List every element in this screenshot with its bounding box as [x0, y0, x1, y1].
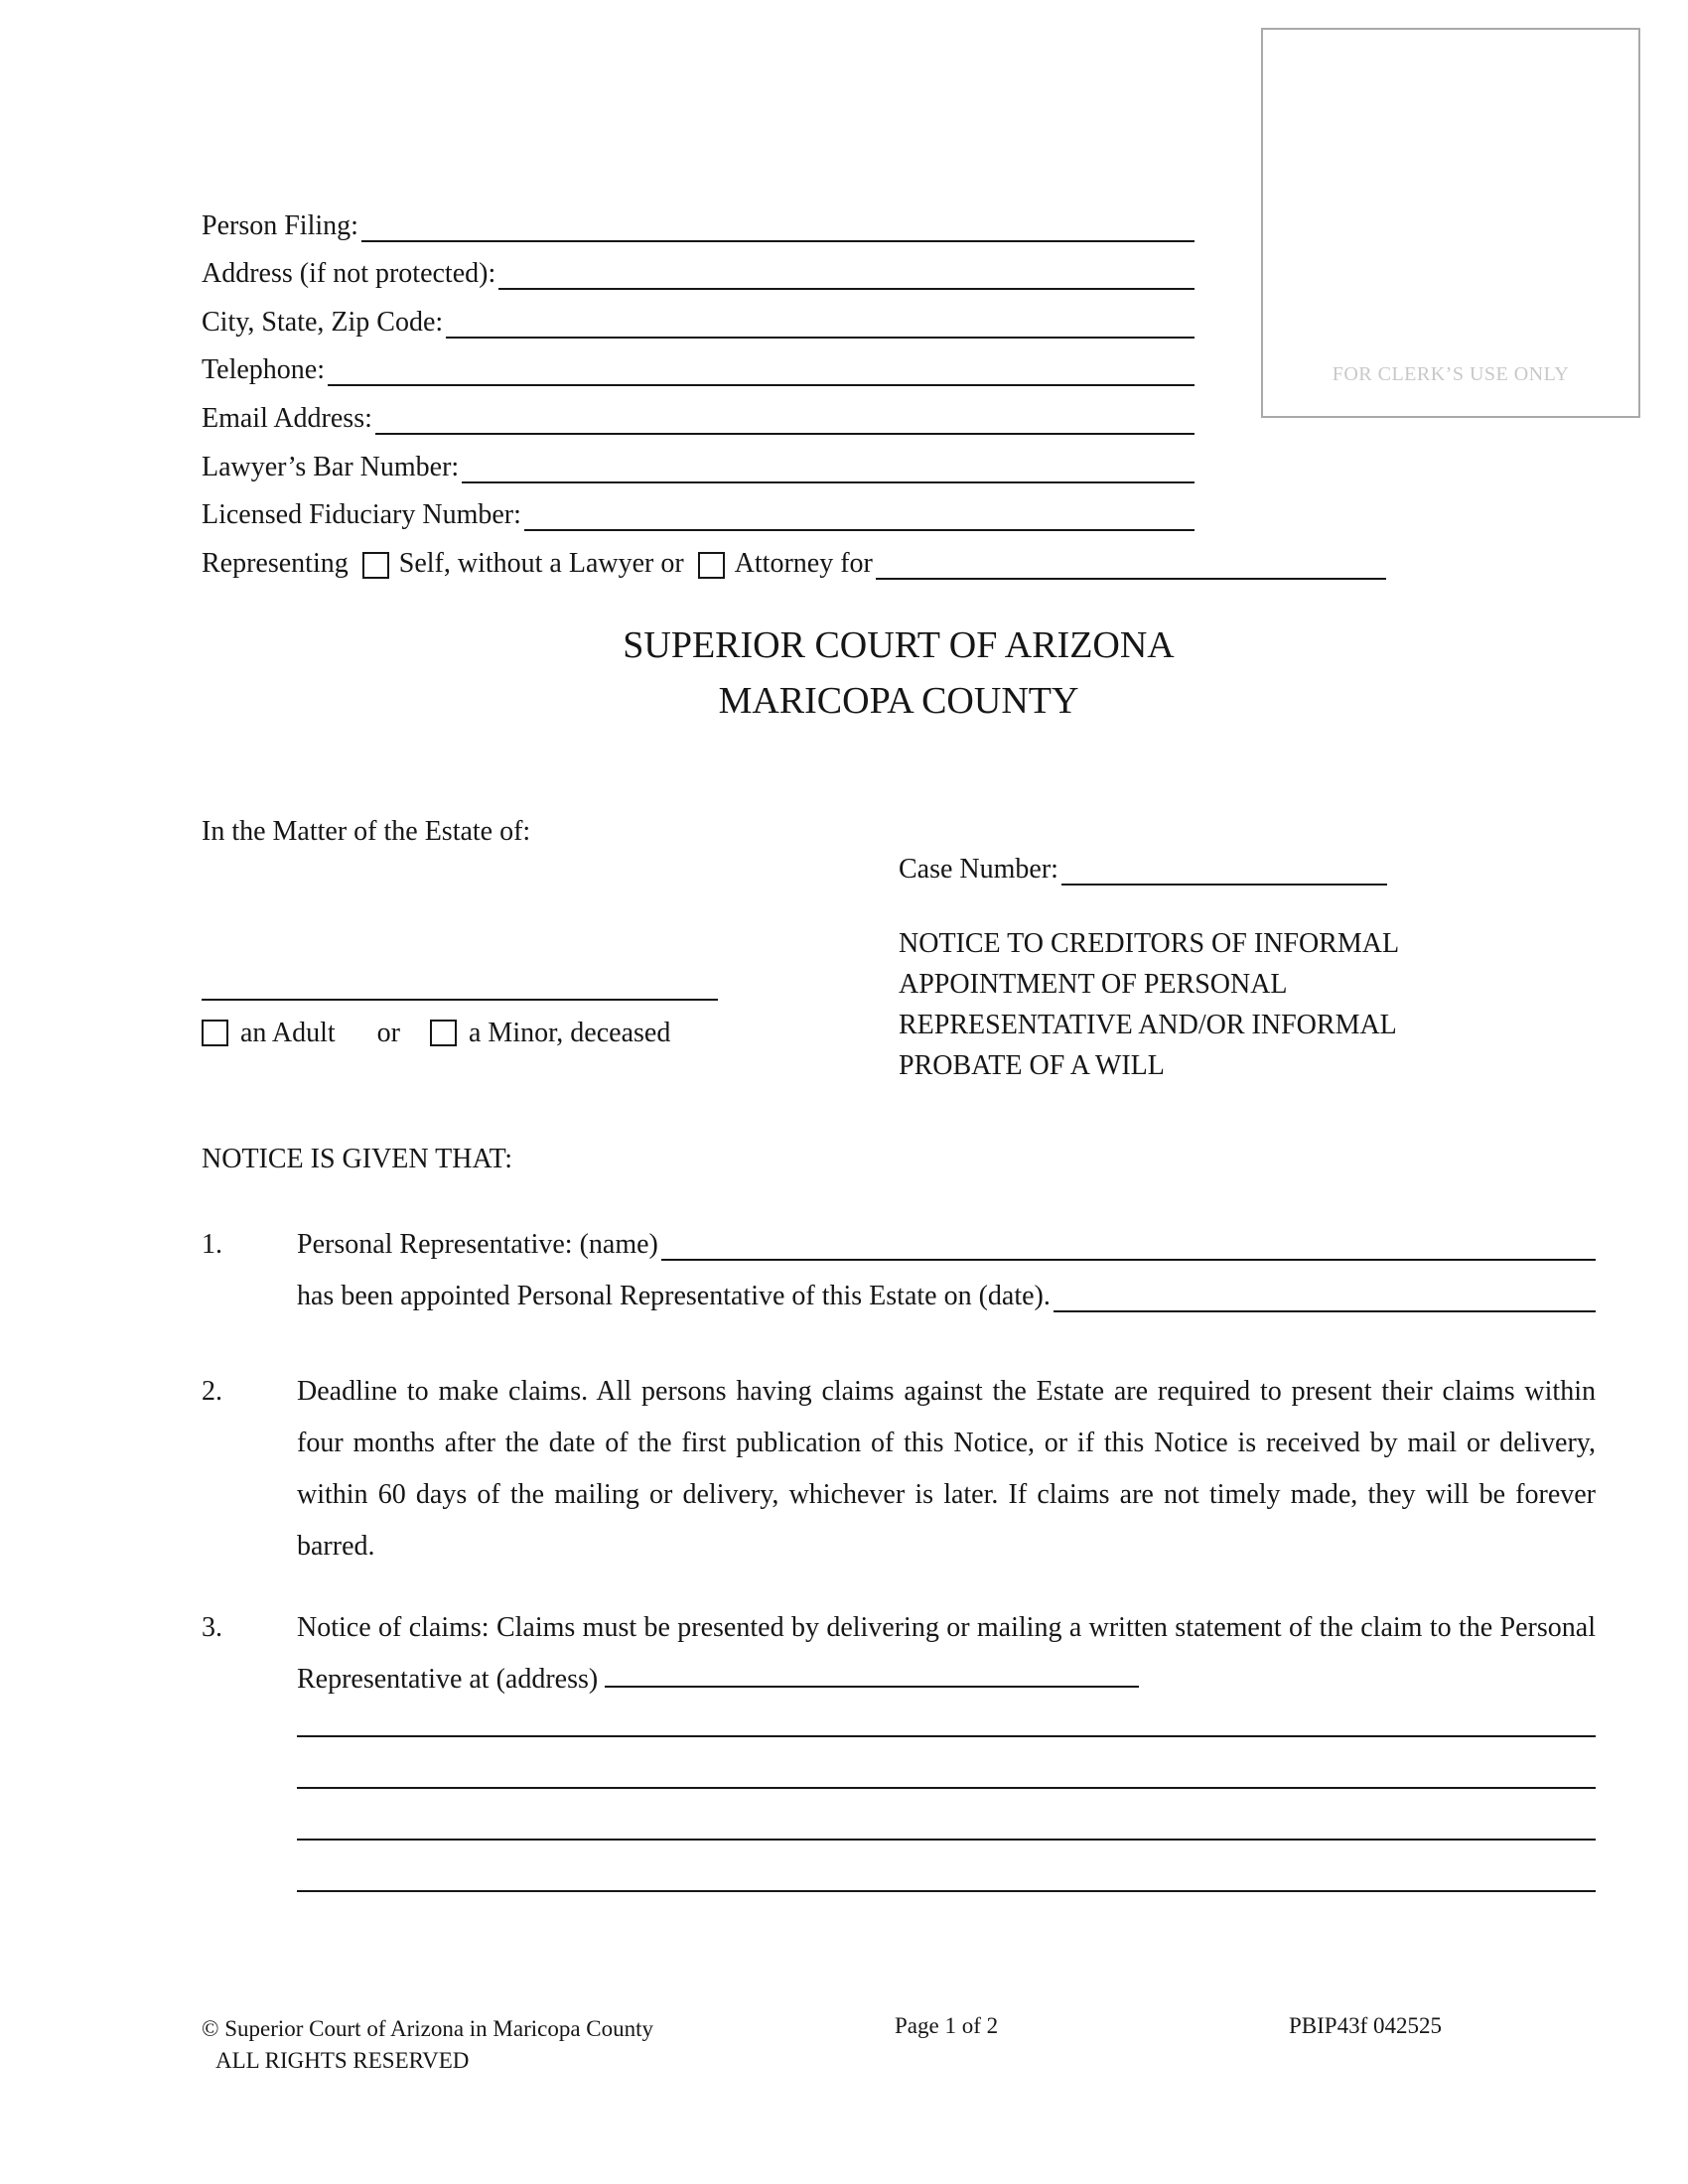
item-2-number: 2. [202, 1376, 222, 1407]
email-input-line[interactable] [375, 431, 1195, 435]
fiduciary-number-input-line[interactable] [524, 527, 1195, 531]
footer-copyright-line-2: ALL RIGHTS RESERVED [215, 2048, 470, 2073]
bar-number-label: Lawyer’s Bar Number: [202, 451, 460, 482]
notice-given-heading: NOTICE IS GIVEN THAT: [202, 1144, 513, 1174]
clerk-use-label: FOR CLERK’S USE ONLY [1332, 363, 1570, 385]
self-option-label: Self, without a Lawyer or [398, 547, 684, 579]
minor-label: a Minor, deceased [469, 1018, 671, 1048]
address-label: Address (if not protected): [202, 258, 496, 290]
document-title [899, 923, 1594, 1086]
item-1-line-1 [202, 1209, 1596, 1261]
appointment-date-label: has been appointed Personal Representative of this Estate on (date). [297, 1281, 1051, 1311]
field-row-person-filing [202, 194, 1195, 242]
footer-page-number: Page 1 of 2 [895, 2013, 999, 2038]
court-county: MARICOPA COUNTY [718, 680, 1079, 722]
person-filing-label: Person Filing: [202, 209, 358, 241]
field-row-address [202, 242, 1195, 291]
footer-copyright [202, 2013, 653, 2077]
item-3-number: 3. [202, 1612, 222, 1643]
or-label: or [376, 1018, 400, 1048]
address-blank-line-3[interactable] [297, 1789, 1596, 1841]
filer-info-block [202, 194, 1195, 580]
claims-notice-text: Notice of claims: Claims must be presented by delivering or mailing a written statement of the claim to the Personal Representative at (address) [297, 1612, 1596, 1695]
deceased-options-row [202, 1015, 670, 1052]
adult-checkbox[interactable] [202, 1020, 228, 1046]
email-label: Email Address: [202, 402, 372, 434]
telephone-label: Telephone: [202, 354, 325, 386]
footer-copyright-line-1: © Superior Court of Arizona in Maricopa County [202, 2016, 654, 2041]
footer-form-code: PBIP43f 042525 [1289, 2013, 1442, 2038]
item-1 [202, 1209, 1596, 1312]
estate-matter-label: In the Matter of the Estate of: [202, 816, 531, 847]
case-number-row [899, 850, 1387, 886]
representing-row [202, 531, 1386, 580]
field-row-telephone [202, 339, 1195, 387]
field-row-email [202, 386, 1195, 435]
attorney-option-label: Attorney for [734, 547, 873, 579]
telephone-input-line[interactable] [328, 382, 1195, 386]
item-2 [202, 1366, 1596, 1572]
address-blank-line-1[interactable] [297, 1686, 1596, 1737]
case-number-label: Case Number: [899, 854, 1058, 885]
address-blank-line-4[interactable] [297, 1841, 1596, 1892]
city-state-zip-input-line[interactable] [446, 335, 1195, 339]
document-title-line: NOTICE TO CREDITORS OF INFORMAL [899, 928, 1400, 959]
document-title-line: REPRESENTATIVE AND/OR INFORMAL [899, 1010, 1397, 1040]
pr-name-label: Personal Representative: (name) [297, 1229, 658, 1260]
field-row-city-state-zip [202, 290, 1195, 339]
court-title [202, 617, 1596, 729]
self-checkbox[interactable] [362, 552, 389, 579]
item-1-number: 1. [202, 1229, 222, 1260]
bar-number-input-line[interactable] [462, 479, 1195, 483]
minor-checkbox[interactable] [430, 1020, 457, 1046]
item-1-line-2 [202, 1261, 1596, 1312]
field-row-bar-number [202, 435, 1195, 483]
document-title-line: PROBATE OF A WILL [899, 1050, 1165, 1081]
pr-name-input-line[interactable] [661, 1257, 1596, 1261]
pr-address-input-line[interactable] [605, 1666, 1139, 1688]
attorney-checkbox[interactable] [698, 552, 725, 579]
estate-name-input-line[interactable] [202, 979, 718, 1001]
address-blank-lines [297, 1686, 1596, 1892]
person-filing-input-line[interactable] [361, 238, 1195, 242]
clerk-use-box [1261, 28, 1640, 418]
representing-label: Representing [202, 547, 349, 579]
deadline-paragraph: Deadline to make claims. All persons having claims against the Estate are required to present their claims within four months after the date of the first publication of this Notice, or if this Notice is received by mail or delivery, within 60 days of the mailing or delivery, whichever is later. If claims are not timely made, they will be forever barred. [297, 1376, 1596, 1562]
fiduciary-number-label: Licensed Fiduciary Number: [202, 499, 521, 531]
attorney-for-input-line[interactable] [876, 576, 1386, 580]
document-title-line: APPOINTMENT OF PERSONAL [899, 969, 1288, 1000]
appointment-date-input-line[interactable] [1054, 1308, 1596, 1312]
case-number-input-line[interactable] [1061, 882, 1387, 886]
court-name: SUPERIOR COURT OF ARIZONA [623, 624, 1175, 666]
address-blank-line-2[interactable] [297, 1737, 1596, 1789]
adult-label: an Adult [240, 1018, 336, 1048]
field-row-fiduciary-number [202, 483, 1195, 532]
address-input-line[interactable] [498, 286, 1195, 290]
city-state-zip-label: City, State, Zip Code: [202, 306, 444, 338]
